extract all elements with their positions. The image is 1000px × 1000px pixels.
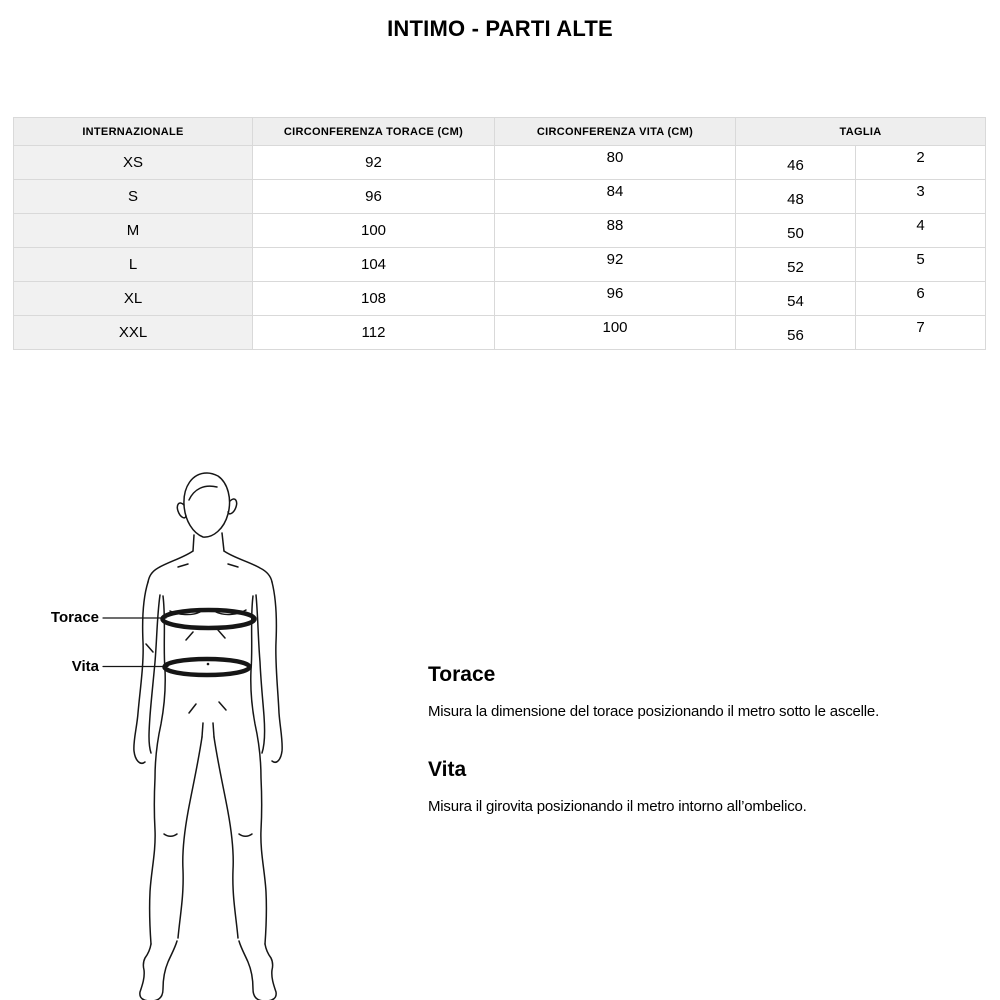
taglia-a-cell [736, 248, 856, 282]
waist-cell [495, 146, 736, 180]
cell-value: 3 [916, 183, 925, 200]
chest-cell [253, 316, 495, 350]
chest-cell [253, 180, 495, 214]
taglia-b-cell [856, 316, 986, 350]
cell-value: 2 [916, 149, 925, 166]
taglia-b-cell [856, 282, 986, 316]
left-ear-line [177, 503, 186, 518]
taglia-a-cell [736, 146, 856, 180]
waist-cell [495, 248, 736, 282]
size-cell [14, 146, 253, 180]
waist-cell [495, 214, 736, 248]
instruction-vita [428, 758, 948, 816]
size-cell [14, 282, 253, 316]
cell-value: 84 [606, 183, 624, 200]
pointer-lines [103, 618, 168, 667]
chest-band [163, 610, 255, 628]
cell-value: 56 [787, 327, 804, 344]
cell-value: 52 [787, 259, 804, 276]
cell-value: 112 [361, 324, 386, 341]
table-row [14, 214, 986, 248]
table-row [14, 316, 986, 350]
taglia-a-cell [736, 214, 856, 248]
header-internazionale: INTERNAZIONALE [14, 118, 253, 146]
cell-value: 5 [916, 251, 925, 268]
waist-cell [495, 282, 736, 316]
right-ear-line [228, 499, 237, 514]
size-cell [14, 214, 253, 248]
figure-waist-label: Vita [71, 658, 99, 675]
cell-value: L [128, 256, 138, 273]
cell-value: XL [123, 290, 143, 307]
header-circonferenza-vita: CIRCONFERENZA VITA (CM) [495, 118, 736, 146]
size-cell [14, 248, 253, 282]
cell-value: M [126, 222, 140, 239]
cell-value: 6 [916, 285, 925, 302]
instruction-text: Misura la dimensione del torace posizionando il metro sotto le ascelle. [428, 703, 880, 720]
figure-chest-label: Torace [50, 609, 99, 626]
cell-value: 96 [365, 188, 382, 205]
cell-value: 104 [360, 256, 387, 273]
cell-value: 100 [360, 222, 387, 239]
hair-swoosh-line [189, 486, 217, 500]
instruction-heading: Vita [428, 758, 467, 781]
waist-band [165, 659, 250, 675]
cell-value: 88 [606, 217, 624, 234]
cell-value: XS [122, 154, 143, 171]
cell-value: 48 [787, 191, 804, 208]
cell-value: XXL [118, 324, 148, 341]
chest-cell [253, 282, 495, 316]
figure-head [177, 473, 236, 537]
taglia-a-cell [736, 316, 856, 350]
taglia-b-cell [856, 146, 986, 180]
page-title: INTIMO - PARTI ALTE [387, 16, 613, 41]
measure-bands [163, 610, 255, 675]
instruction-heading: Torace [428, 663, 496, 686]
waist-cell [495, 180, 736, 214]
table-row [14, 282, 986, 316]
cell-value: 92 [365, 154, 382, 171]
chest-cell [253, 214, 495, 248]
cell-value: 50 [787, 225, 804, 242]
header-circonferenza-torace: CIRCONFERENZA TORACE (CM) [253, 118, 495, 146]
size-cell [14, 316, 253, 350]
cell-value: 92 [606, 251, 624, 268]
cell-value: 80 [606, 149, 624, 166]
figure-legs [140, 702, 276, 1000]
chest-cell [253, 146, 495, 180]
cell-value: S [127, 188, 138, 205]
measuring-instructions [428, 663, 948, 816]
table-row [14, 180, 986, 214]
figure-arms [134, 582, 282, 763]
table-row [14, 248, 986, 282]
table-header-row [14, 118, 986, 146]
cell-value: 54 [787, 293, 804, 310]
header-taglia: TAGLIA [736, 118, 986, 146]
cell-value: 100 [602, 319, 628, 336]
instruction-text: Misura il girovita posizionando il metro intorno all’ombelico. [428, 798, 807, 815]
taglia-b-cell [856, 180, 986, 214]
cell-value: 46 [787, 157, 804, 174]
figure-torso [148, 533, 272, 944]
chest-cell [253, 248, 495, 282]
taglia-b-cell [856, 214, 986, 248]
cell-value: 4 [916, 217, 925, 234]
taglia-a-cell [736, 180, 856, 214]
size-table [13, 117, 986, 350]
taglia-b-cell [856, 248, 986, 282]
cell-value: 108 [360, 290, 387, 307]
size-cell [14, 180, 253, 214]
waist-cell [495, 316, 736, 350]
table-row [14, 146, 986, 180]
cell-value: 7 [916, 319, 925, 336]
cell-value: 96 [606, 285, 624, 302]
taglia-a-cell [736, 282, 856, 316]
instruction-torace [428, 663, 948, 721]
